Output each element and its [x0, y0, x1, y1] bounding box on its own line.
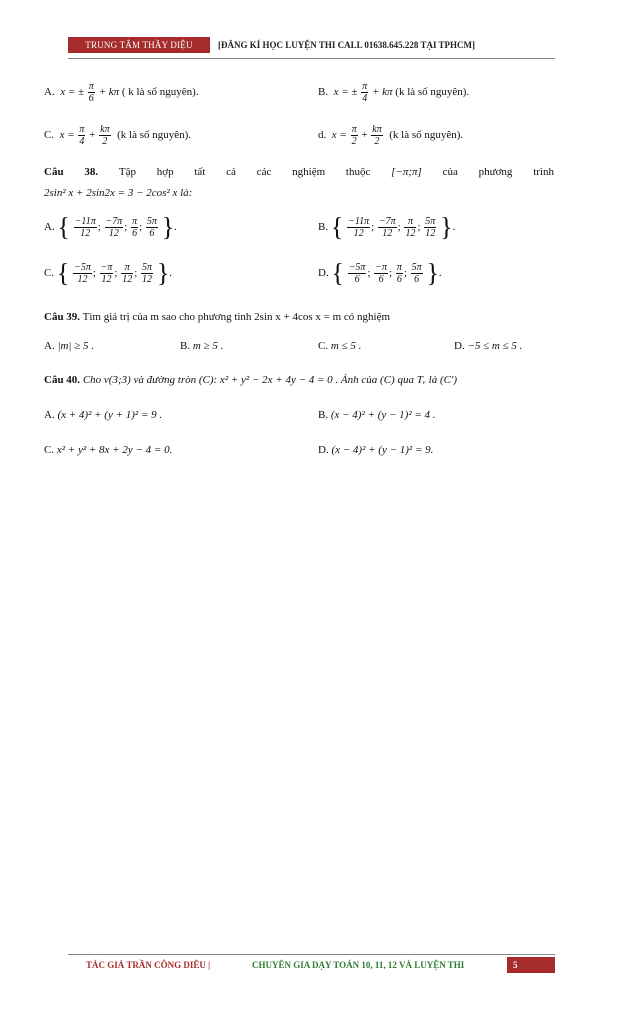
q40-row-cd — [44, 444, 554, 466]
q37-option-b: B. x = ± $\frac{\pi}{4}$ + kπ (k là số nguyên). — [318, 81, 470, 104]
q38-word: hợp — [156, 166, 174, 178]
q38-option-b: B. { $\frac{-11\pi}{12}$ ; $\frac{-7\pi}{12}$ ; $\frac{\pi}{12}$ ; $\frac{5\pi}{12}$ }. — [318, 212, 456, 242]
q40-option-c: C. x² + y² + 8x + 2y − 4 = 0. — [44, 444, 173, 456]
q38-word: trình — [533, 166, 554, 178]
q40-option-a: A. (x + 4)² + (y + 1)² = 9 . — [44, 409, 163, 421]
q37-option-a: A. x = ± $\frac{\pi}{6}$ + kπ ( k là số nguyên). — [44, 81, 199, 104]
page-number: 5 — [507, 957, 555, 973]
q38-option-c: C. { $\frac{-5\pi}{12}$ ; $\frac{-\pi}{12}$ ; $\frac{\pi}{12}$ ; $\frac{5\pi}{12}$ }. — [44, 258, 173, 288]
q38-word: của — [442, 166, 458, 178]
q40-row-ab — [44, 409, 554, 431]
page-footer — [68, 957, 555, 973]
q39-option-a: A. |m| ≥ 5 . — [44, 340, 94, 352]
footer-tagline: CHUYÊN GIA DẠY TOÁN 10, 11, 12 VÀ LUYỆN THI — [252, 960, 465, 970]
page-header — [68, 37, 555, 59]
q40-title: Câu 40. — [44, 374, 81, 386]
header-contact: [ĐĂNG KÍ HỌC LUYỆN THI CALL 01638.645.228 TẠI TPHCM] — [218, 40, 476, 50]
q40-text: Cho v(3;3) và đường tròn (C): x² + y² − 2x + 4y − 4 = 0 . Ảnh của (C) qua Tᵥ là (C′) — [82, 374, 458, 386]
q38-equation: 2sin² x + 2sin2x = 3 − 2cos² x là: — [44, 187, 193, 199]
q38-word: các — [256, 166, 272, 178]
q40-option-b: B. (x − 4)² + (y − 1)² = 4 . — [318, 409, 436, 421]
q37-option-c: C. x = $\frac{\pi}{4}$ + $\frac{k\pi}{2}$ (k là số nguyên). — [44, 124, 192, 147]
footer-author: TÁC GIẢ TRẦN CÔNG DIÊU | — [86, 960, 211, 970]
q38-word: cả — [226, 166, 236, 178]
q40-option-d: D. (x − 4)² + (y − 1)² = 9. — [318, 444, 434, 456]
q38-word: nghiệm — [292, 166, 326, 178]
q39-options — [44, 340, 554, 362]
q37-row-ab — [44, 81, 554, 103]
q38-word: phương — [478, 166, 513, 178]
q39-option-d: D. −5 ≤ m ≤ 5 . — [454, 340, 523, 352]
q39-option-b: B. m ≥ 5 . — [180, 340, 224, 352]
q38-row-ab — [44, 212, 554, 248]
q38-option-d: D. { $\frac{-5\pi}{6}$ ; $\frac{-\pi}{6}$ ; $\frac{\pi}{6}$ ; $\frac{5\pi}{6}$ }. — [318, 258, 442, 288]
q38-interval: [−π;π] — [391, 166, 422, 178]
q38-row-cd — [44, 258, 554, 294]
q38-word: thuộc — [345, 166, 371, 178]
q38-word: Tập — [118, 166, 136, 178]
q39-option-c: C. m ≤ 5 . — [318, 340, 362, 352]
q38-word: Câu — [44, 166, 64, 178]
q39-text: Tìm giá trị của m sao cho phương tình 2sin x + 4cos x = m có nghiệm — [82, 311, 391, 323]
q37-option-d: d. x = $\frac{\pi}{2}$ + $\frac{k\pi}{2}$ (k là số nguyên). — [318, 124, 464, 147]
q39-question — [44, 311, 554, 323]
q38-word: tất — [194, 166, 206, 178]
header-center-name: TRUNG TÂM THẦY DIỆU — [68, 37, 210, 53]
q39-title: Câu 39. — [44, 311, 81, 323]
footer-divider — [68, 954, 555, 955]
header-divider — [68, 58, 555, 59]
q37-row-cd — [44, 124, 554, 146]
q38-option-a: A. { $\frac{-11\pi}{12}$ ; $\frac{-7\pi}{12}$ ; $\frac{\pi}{6}$ ; $\frac{5\pi}{6}$ }. — [44, 212, 177, 242]
q38-word: 38. — [84, 166, 99, 178]
q40-question — [44, 374, 554, 386]
q38-question-line1 — [44, 166, 554, 178]
